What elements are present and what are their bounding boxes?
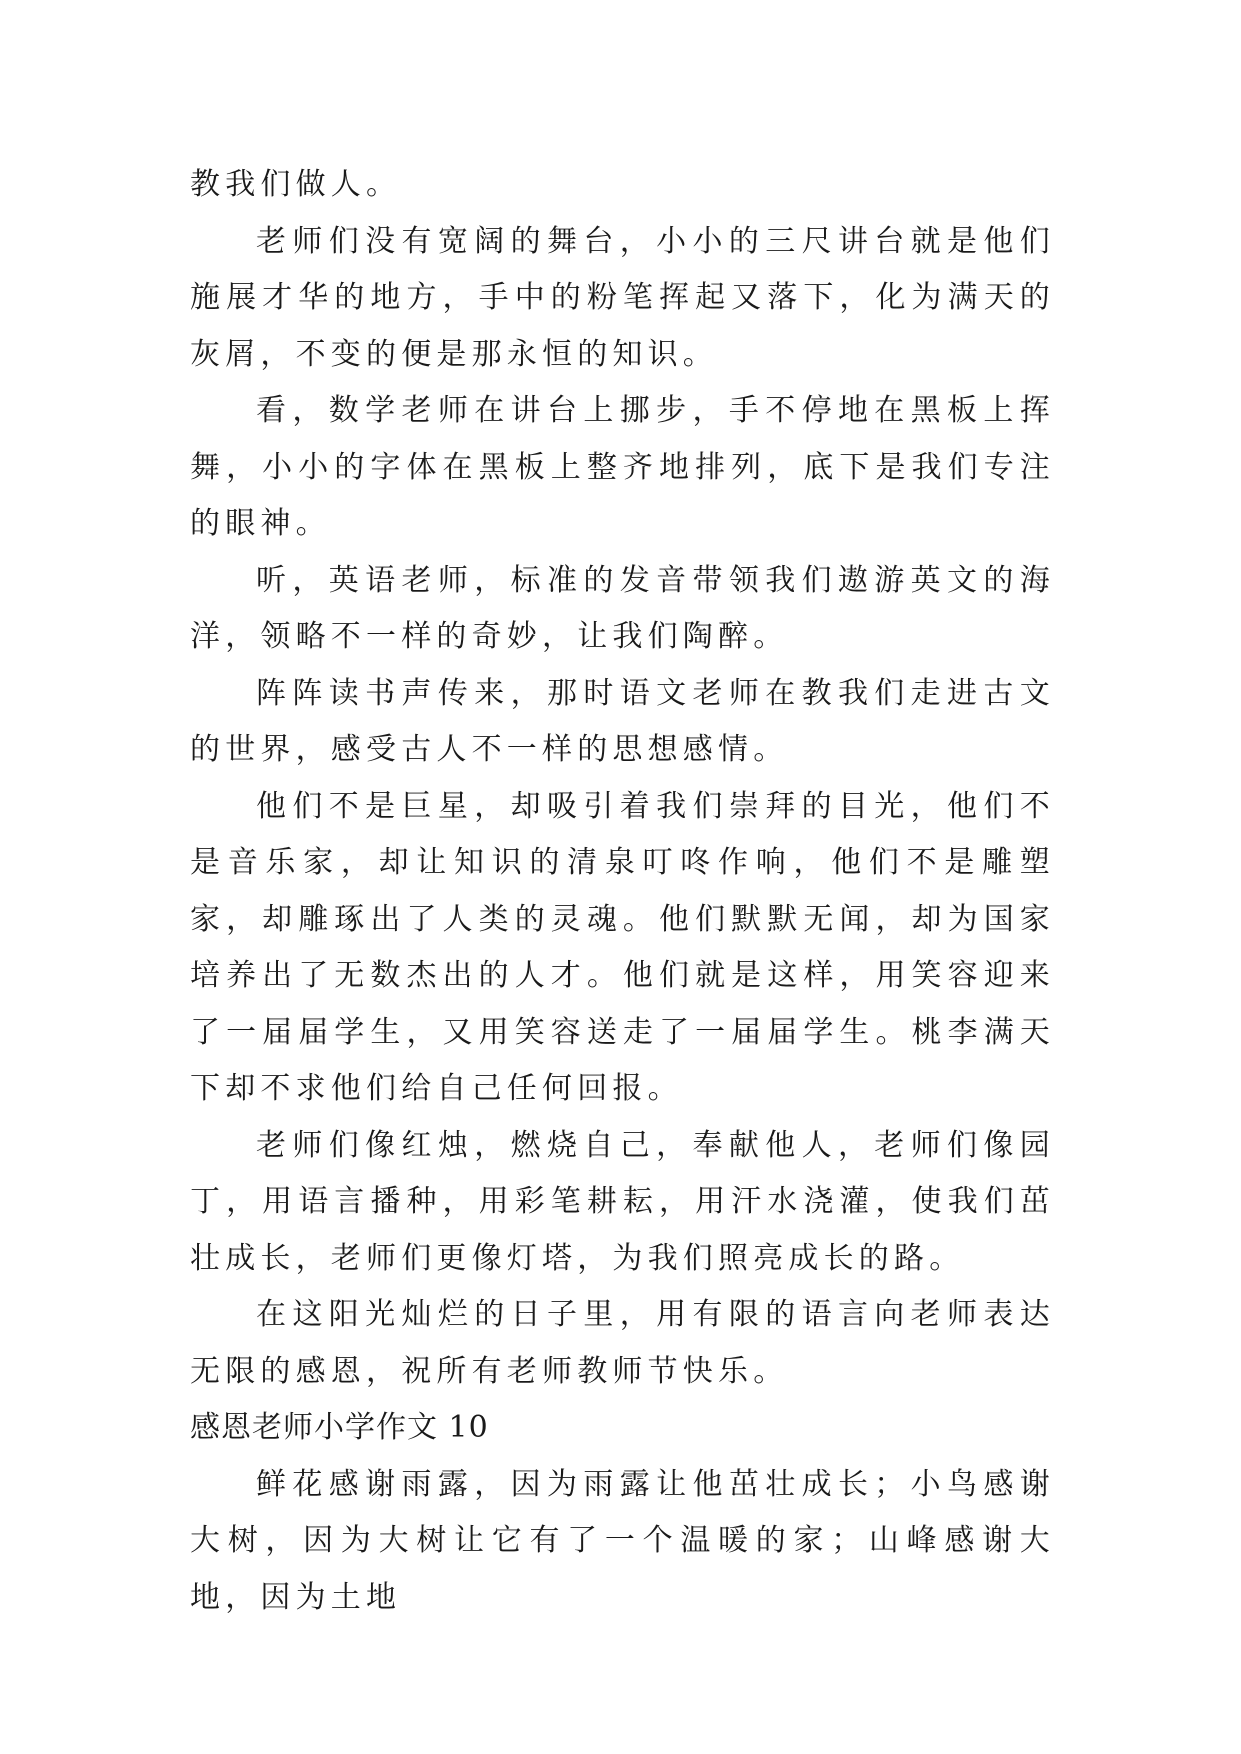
paragraph-chinese-teacher: 阵阵读书声传来，那时语文老师在教我们走进古文的世界，感受古人不一样的思想感情。: [190, 675, 1055, 767]
paragraph-english-teacher: 听，英语老师，标准的发音带领我们遨游英文的海洋，领略不一样的奇妙，让我们陶醉。: [190, 562, 1055, 654]
essay-heading: 感恩老师小学作文 10: [190, 1410, 489, 1445]
paragraph-math-teacher: 看，数学老师在讲台上挪步，手不停地在黑板上挥舞，小小的字体在黑板上整齐地排列，底下是我们专注的眼神。: [190, 393, 1055, 541]
paragraph-continuation: 教我们做人。: [190, 167, 402, 202]
paragraph-candle: 老师们像红烛，燃烧自己，奉献他人，老师们像园丁，用语言播种，用彩笔耕耘，用汗水浇灌，使我们茁壮成长，老师们更像灯塔，为我们照亮成长的路。: [190, 1127, 1055, 1276]
paragraph-stage: 老师们没有宽阔的舞台，小小的三尺讲台就是他们施展才华的地方，手中的粉笔挥起又落下，化为满天的灰屑，不变的便是那永恒的知识。: [190, 223, 1055, 372]
paragraph-not-stars: 他们不是巨星，却吸引着我们崇拜的目光，他们不是音乐家，却让知识的清泉叮咚作响，他们不是雕塑家，却雕琢出了人类的灵魂。他们默默无闻，却为国家培养出了无数杰出的人才。他们就是这样，用笑容迎来了一届届学生，又用笑容送走了一届届学生。桃李满天下却不求他们给自己任何回报。: [190, 788, 1055, 1106]
paragraph-gratitude: 在这阳光灿烂的日子里，用有限的语言向老师表达无限的感恩，祝所有老师教师节快乐。: [190, 1297, 1055, 1389]
document-page: [190, 157, 1055, 1626]
paragraph-flowers: 鲜花感谢雨露，因为雨露让他茁壮成长；小鸟感谢大树，因为大树让它有了一个温暖的家；山峰感谢大地，因为土地: [190, 1466, 1055, 1615]
